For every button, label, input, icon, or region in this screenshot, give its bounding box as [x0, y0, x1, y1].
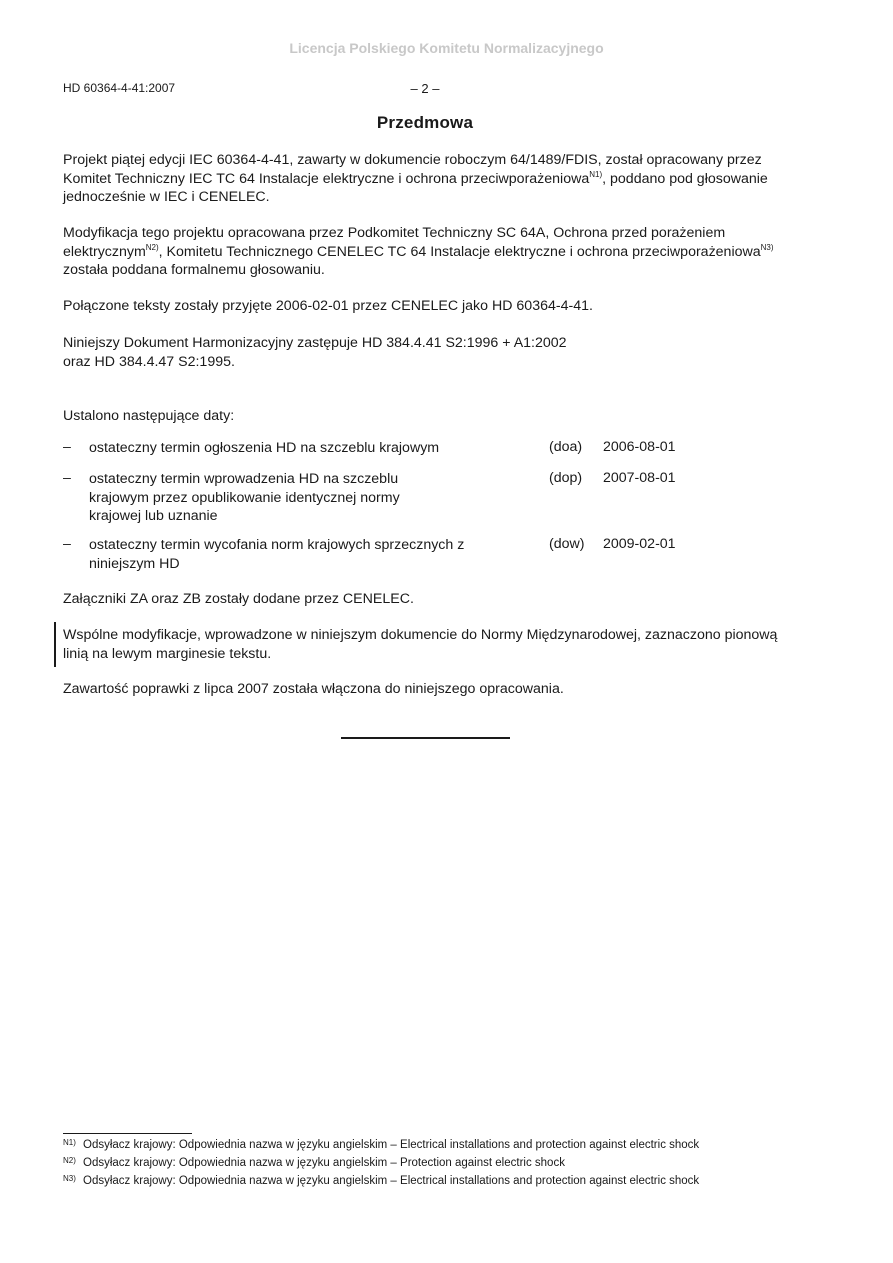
paragraph-approval: Połączone teksty zostały przyjęte 2006-02-01 przez CENELEC jako HD 60364-4-41.	[63, 298, 593, 314]
footnote-n2	[63, 1156, 803, 1169]
footnote-mark: N2)	[63, 1156, 76, 1165]
dates-intro: Ustalono następujące daty:	[63, 408, 235, 424]
section-end-rule	[341, 737, 510, 739]
date-value: 2007-08-01	[603, 470, 676, 486]
page-title: Przedmowa	[376, 113, 474, 132]
date-description: ostateczny termin ogłoszenia HD na szczeblu krajowym	[89, 440, 440, 456]
footnote-ref-n3: N3)	[760, 242, 774, 252]
list-dash: –	[63, 536, 71, 552]
footnote-text: Odsyłacz krajowy: Odpowiednia nazwa w języku angielskim – Electrical installations and protection against electric shock	[83, 1175, 700, 1187]
list-dash: –	[63, 470, 71, 486]
paragraph-modification: Modyfikacja tego projektu opracowana przez Podkomitet Techniczny SC 64A, Ochrona przed porażeniem elektrycznym$^{N2)}$, Komitetu Technicznego CENELEC TC 64 Instalacje elektryczne i ochrona przeciwporażeniowa$^{N3)}$ została poddana formalnemu głosowaniu.	[63, 225, 774, 278]
footnote-mark: N3)	[63, 1174, 76, 1183]
footnote-text: Odsyłacz krajowy: Odpowiednia nazwa w języku angielskim – Protection against electric shock	[83, 1157, 565, 1169]
footnote-mark: N1)	[63, 1138, 76, 1147]
footnote-separator	[63, 1133, 192, 1134]
date-value: 2006-08-01	[603, 439, 676, 455]
list-dash: –	[63, 439, 71, 455]
paragraph-annexes: Załączniki ZA oraz ZB zostały dodane przez CENELEC.	[63, 591, 414, 607]
footnote-n1	[63, 1138, 803, 1151]
date-description: ostateczny termin wprowadzenia HD na szczeblu krajowym przez opublikowanie identycznej normy krajowej lub uznanie	[89, 471, 400, 524]
date-code: (dow)	[549, 536, 585, 552]
document-id: HD 60364-4-41:2007	[63, 81, 176, 95]
date-code: (doa)	[549, 439, 583, 455]
modification-margin-bar	[54, 622, 56, 667]
footnote-ref-n1: N1)	[589, 169, 603, 179]
footnote-n3	[63, 1174, 803, 1187]
date-value: 2009-02-01	[603, 536, 676, 552]
footnote-text: Odsyłacz krajowy: Odpowiednia nazwa w języku angielskim – Electrical installations and protection against electric shock	[83, 1139, 700, 1151]
license-watermark: Licencja Polskiego Komitetu Normalizacyjnego	[289, 40, 604, 56]
paragraph-replaces: Niniejszy Dokument Harmonizacyjny zastępuje HD 384.4.41 S2:1996 + A1:2002 oraz HD 384.4.47 S2:1995.	[63, 335, 567, 370]
paragraph-corrigendum: Zawartość poprawki z lipca 2007 została włączona do niniejszego opracowania.	[63, 681, 564, 697]
paragraph-common-modifications: Wspólne modyfikacje, wprowadzone w niniejszym dokumencie do Normy Międzynarodowej, zaznaczono pionową linią na lewym marginesie tekstu.	[63, 627, 778, 662]
date-description: ostateczny termin wycofania norm krajowych sprzecznych z niniejszym HD	[89, 537, 465, 572]
date-code: (dop)	[549, 470, 583, 486]
paragraph-draft-info: Projekt piątej edycji IEC 60364-4-41, zawarty w dokumencie roboczym 64/1489/FDIS, został opracowany przez Komitet Techniczny IEC TC 64 Instalacje elektryczne i ochrona przeciwporażeniowa$^{N1)}$, poddano pod głosowanie jednocześnie w IEC i CENELEC.	[63, 152, 768, 205]
footnote-ref-n2: N2)	[145, 242, 159, 252]
page-number: – 2 –	[410, 81, 440, 96]
